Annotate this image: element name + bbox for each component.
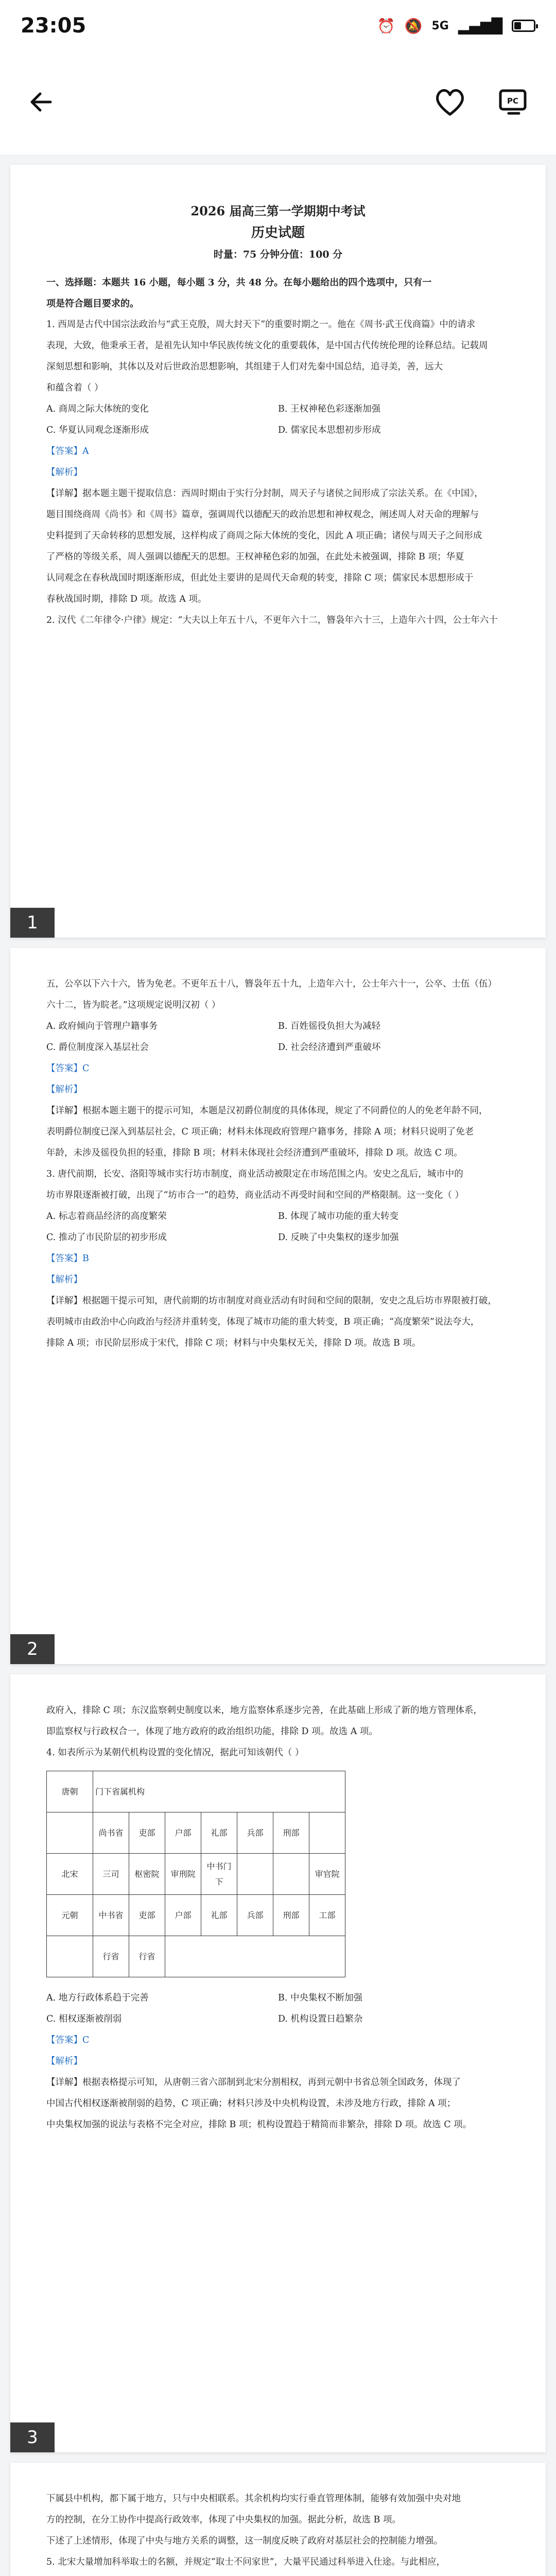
table-cell: 元朝	[47, 1895, 93, 1936]
table-row	[47, 1812, 345, 1854]
table-cell	[47, 1812, 93, 1854]
analysis-text: 春秋战国时期，排除 D 项。故选 A 项。	[46, 594, 207, 604]
table-cell: 礼部	[201, 1812, 237, 1854]
app-bar	[0, 52, 556, 155]
analysis-text: 【详解】据本题主题干提取信息：西周时期由于实行分封制，周天子与诸侯之间形成了宗法关系。在《中国》，	[46, 488, 483, 499]
page-number-badge: 2	[10, 1634, 55, 1664]
option-b: B. 体现了城市功能的重大转变	[278, 1211, 398, 1222]
institution-table	[46, 1771, 345, 1977]
option-d: D. 社会经济遭到严重破坏	[278, 1042, 381, 1053]
table-header-cell: 门下省属机构	[93, 1771, 345, 1812]
answer-label: 【答案】A	[46, 446, 89, 456]
option-d: D. 儒家民本思想初步形成	[278, 425, 381, 435]
question-text: 4. 如表所示为某朝代机构设置的变化情况，据此可知该朝代（ ）	[46, 1748, 304, 1758]
table-row	[47, 1895, 345, 1936]
analysis-text: 史料提到了天命转移的思想发展，这样构成了商周之际大体统的变化，因此 A 项正确；诸侯与周天子之间形成	[46, 531, 482, 541]
status-icons	[377, 18, 535, 35]
favorite-heart-icon[interactable]	[433, 87, 466, 120]
table-cell: 中书省	[93, 1895, 129, 1936]
option-a: A. 商周之际大体统的变化	[46, 404, 149, 414]
analysis-text: 【详解】根据表格提示可知，从唐朝三省六部制到北宋分割相权，再到元朝中书省总领全国政务，体现了	[46, 2077, 461, 2088]
pc-view-icon[interactable]	[497, 87, 530, 120]
option-b: B. 王权神秘色彩逐渐加强	[278, 404, 380, 414]
question-options	[46, 399, 510, 441]
option-b: B. 中央集权不断加强	[278, 1993, 362, 2003]
table-cell	[47, 1936, 93, 1977]
analysis-text: 了严格的等级关系，周人强调以德配天的思想。王权神秘色彩的加强，在此处未被强调，排除 B 项；华夏	[46, 552, 464, 562]
question-options	[46, 1206, 510, 1248]
question-text	[46, 2573, 510, 2576]
table-cell: 三司	[93, 1854, 129, 1895]
paragraph-text: 即监察权与行政权合一，体现了地方政府的政治组织功能，排除 D 项。故选 A 项。	[46, 1726, 378, 1737]
analysis-text: 题目围绕商周《尚书》和《周书》篇章，强调周代以德配天的政治思想和神权观念，阐述周人对天命的理解与	[46, 510, 479, 520]
table-row	[47, 1771, 345, 1812]
question-text: 2. 汉代《二年律令·户律》规定：“大夫以上年五十八，不更年六十二，簪袅年六十三，上造年六十四，公士年六十	[46, 615, 498, 625]
question-text: 六十二，皆为睆老。”这项规定说明汉初（ ）	[46, 1000, 221, 1010]
alarm-icon: ⏰	[377, 17, 395, 35]
network-label: 5G	[431, 19, 449, 32]
question-options	[46, 1016, 510, 1058]
section-heading: 一、选择题：本题共 16 小题，每小题 3 分，共 48 分。在每小题给出的四个选项中，只有一	[46, 277, 432, 288]
table-row	[47, 1936, 345, 1977]
question-options	[46, 1988, 510, 2030]
status-bar	[0, 0, 556, 52]
table-cell	[237, 1854, 273, 1895]
document-page-1	[10, 165, 546, 938]
table-cell: 枢密院	[129, 1854, 165, 1895]
analysis-text: 【详解】根据题干提示可知，唐代前期的坊市制度对商业活动有时间和空间的限制，安史之乱后坊市界限被打破，	[46, 1296, 497, 1306]
analysis-text: 认同观念在春秋战国时期逐渐形成，但此处主要讲的是周代天命观的转变，排除 C 项；儒家民本思想形成于	[46, 573, 474, 583]
question-text: 深刻思想和影响，其体以及对后世政治思想影响，其组建于人们对先秦中国总结，追寻美，善，远大	[46, 362, 443, 372]
option-d: D. 机构设置日趋繁杂	[278, 2014, 363, 2024]
table-cell: 户部	[165, 1812, 201, 1854]
page-number-badge: 1	[10, 908, 55, 938]
table-cell: 吏部	[129, 1895, 165, 1936]
answer-label: 【答案】C	[46, 1063, 90, 1074]
question-text: 1. 西周是古代中国宗法政治与“武王克殷，周大封天下”的重要时期之一。他在《周书·武王伐商篇》中的请求	[46, 319, 476, 330]
table-cell	[273, 1854, 309, 1895]
table-cell: 中书门下	[201, 1854, 237, 1895]
battery-fill	[514, 22, 521, 29]
table-cell: 兵部	[237, 1812, 273, 1854]
option-b: B. 百姓徭役负担大为减轻	[278, 1021, 380, 1031]
question-text: 五，公卒以下六十六，皆为免老。不更年五十八，簪袅年五十九，上造年六十，公士年六十一，公卒、士伍（伍）	[46, 979, 497, 989]
table-cell	[165, 1936, 345, 1977]
table-cell: 吏部	[129, 1812, 165, 1854]
option-c: C. 推动了市民阶层的初步形成	[46, 1232, 167, 1243]
question-text: 3. 唐代前期，长安、洛阳等城市实行坊市制度，商业活动被限定在市场范围之内。安史之乱后，城市中的	[46, 1169, 463, 1179]
option-c: C. 相权逐渐被削弱	[46, 2014, 122, 2024]
option-c: C. 爵位制度深入基层社会	[46, 1042, 149, 1053]
table-cell: 行省	[93, 1936, 129, 1977]
table-cell: 兵部	[237, 1895, 273, 1936]
table-cell: 户部	[165, 1895, 201, 1936]
analysis-label: 【解析】	[46, 467, 82, 478]
option-d: D. 反映了中央集权的逐步加强	[278, 1232, 399, 1243]
analysis-text: 中央集权加强的说法与表格不完全对应，排除 B 项；机构设置趋于精简而非繁杂，排除 D 项。故选 C 项。	[46, 2120, 472, 2130]
analysis-text: 【详解】根据本题主题干的提示可知，本题是汉初爵位制度的具体体现，规定了不同爵位的人的免老年龄不同，	[46, 1106, 488, 1116]
table-cell: 行省	[129, 1936, 165, 1977]
question-text: 表现，大致，他秉承王者，是祖先认知中华民族传统文化的重要载体，是中国古代传统伦理的诠释总结。记载周	[46, 341, 488, 351]
analysis-text: 排除 A 项；市民阶层形成于宋代，排除 C 项；材料与中央集权无关，排除 D 项。故选 B 项。	[46, 1338, 421, 1348]
table-cell: 工部	[309, 1895, 345, 1936]
table-cell: 唐朝	[47, 1771, 93, 1812]
signal-icon: ▂▄▆█	[458, 17, 502, 35]
svg-text:PC: PC	[507, 96, 519, 106]
section-heading-cont: 项是符合题目要求的。	[46, 298, 139, 309]
exam-subject: 历史试题	[251, 225, 305, 241]
question-text: 坊市界限逐渐被打破，出现了“坊市合一”的趋势，商业活动不再受时间和空间的严格限制。这一变化（ ）	[46, 1190, 464, 1200]
answer-label: 【答案】B	[46, 1253, 89, 1264]
table-cell: 尚书省	[93, 1812, 129, 1854]
table-cell: 礼部	[201, 1895, 237, 1936]
status-time: 23:05	[21, 14, 86, 38]
paragraph-text: 方的控制，在分工协作中提高行政效率，体现了中央集权的加强。据此分析，故选 B 项。	[46, 2515, 401, 2525]
analysis-text: 年龄，未涉及徭役负担的轻重，排除 B 项；材料未体现社会经济遭到严重破坏，排除 D 项。故选 C 项。	[46, 1148, 463, 1158]
answer-label: 【答案】C	[46, 2035, 90, 2045]
analysis-label: 【解析】	[46, 1084, 82, 1095]
document-page-3	[10, 1674, 546, 2452]
table-cell: 审官院	[309, 1854, 345, 1895]
analysis-text: 表明爵位制度已深入到基层社会，C 项正确；材料未体现政府管理户籍事务，排除 A 项；材料只说明了免老	[46, 1127, 474, 1137]
analysis-text: 中国古代相权逐渐被削弱的趋势，C 项正确；材料只涉及中央机构设置，未涉及地方行政，排除 A 项；	[46, 2098, 456, 2109]
paragraph-text: 下述了上述情形，体现了中央与地方关系的调整，这一制度反映了政府对基层社会的控制能力增强。	[46, 2536, 443, 2546]
back-arrow-icon[interactable]	[26, 87, 57, 120]
analysis-text: 表明城市由政治中心向政治与经济并重转变，体现了城市功能的重大转变，B 项正确；“高度繁荣”说法夸大，	[46, 1317, 480, 1327]
analysis-label: 【解析】	[46, 1275, 82, 1285]
question-text: 和蕴含着（ ）	[46, 383, 103, 393]
table-cell: 审刑院	[165, 1854, 201, 1895]
table-cell: 北宋	[47, 1854, 93, 1895]
exam-time-score: 时量：75 分钟分值：100 分	[213, 249, 343, 260]
battery-icon	[512, 20, 535, 32]
table-cell: 刑部	[273, 1895, 309, 1936]
document-page-2	[10, 948, 546, 1664]
document-page-4	[10, 2463, 546, 2576]
page-number-badge: 3	[10, 2422, 55, 2452]
option-a: A. 政府倾向于管理户籍事务	[46, 1021, 158, 1031]
analysis-label: 【解析】	[46, 2056, 82, 2066]
mute-icon: 🔕	[404, 17, 423, 35]
option-a: A. 标志着商品经济的高度繁荣	[46, 1211, 167, 1222]
exam-title: 2026 届高三第一学期期中考试	[190, 204, 366, 218]
paragraph-text: 下属县中机构，都下属于地方，只与中央相联系。其余机构均实行垂直管理体制，能够有效加强中央对地	[46, 2494, 461, 2504]
option-a: A. 地方行政体系趋于完善	[46, 1993, 149, 2003]
paragraph-text: 政府入，排除 C 项；东汉监察刺史制度以来，地方监察体系逐步完善，在此基础上形成了新的地方管理体系，	[46, 1705, 483, 1716]
table-row	[47, 1854, 345, 1895]
table-cell	[309, 1812, 345, 1854]
question-text: 5. 北宋大量增加科举取士的名额，并规定“取士不问家世”，大量平民通过科举进入仕途。与此相应，	[46, 2557, 446, 2567]
table-cell: 刑部	[273, 1812, 309, 1854]
option-c: C. 华夏认同观念逐渐形成	[46, 425, 149, 435]
